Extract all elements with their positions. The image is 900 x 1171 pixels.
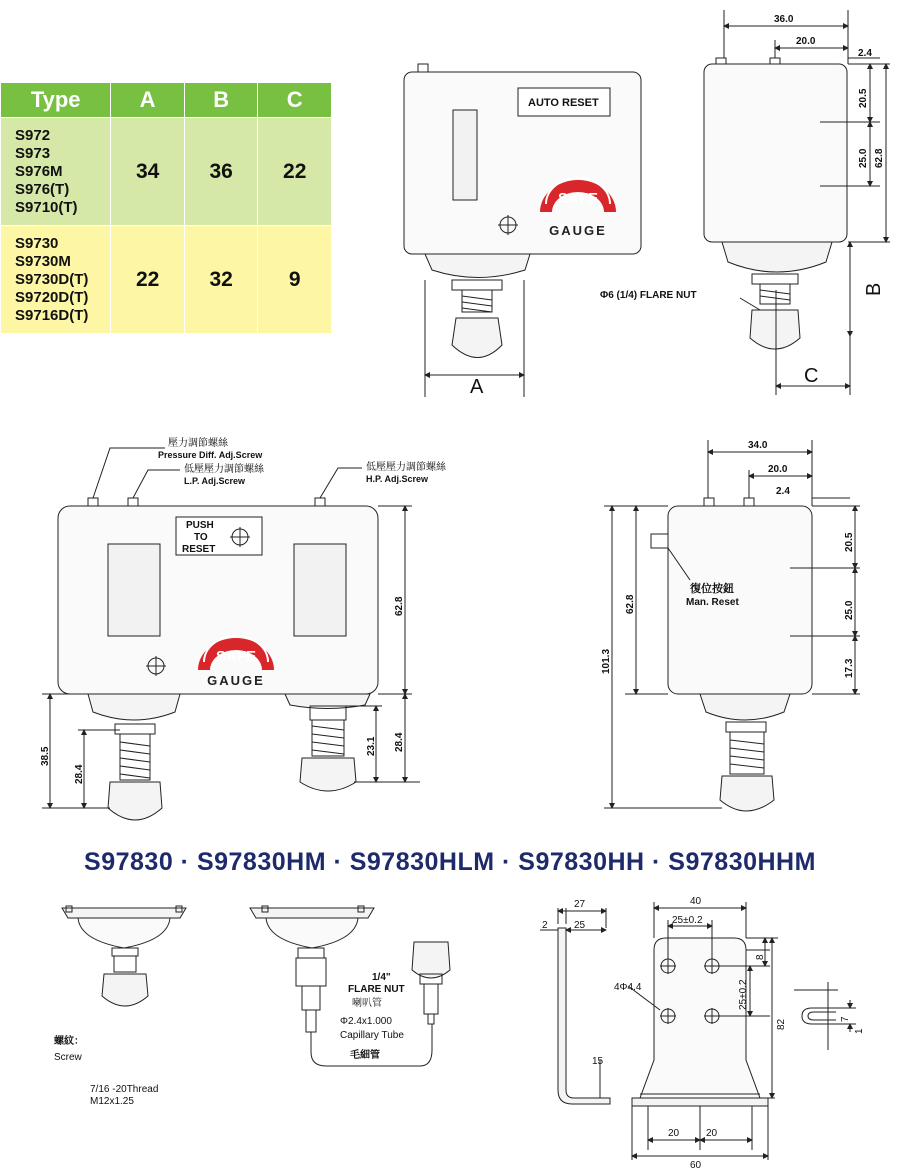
model-name: S973 — [15, 144, 51, 162]
side-dim-2-4: 2.4 — [776, 486, 790, 497]
model-name: S9730D(T) — [15, 270, 89, 288]
bracket-dim-25: 25 — [574, 920, 586, 931]
bracket-holes-label: 4Φ4.4 — [614, 982, 642, 993]
bracket-dim-25-02-v: 25±0.2 — [738, 979, 749, 1010]
clip-dim-7: 7 — [840, 1016, 851, 1022]
dim-62-8-front: 62.8 — [394, 596, 405, 616]
bracket-dim-15: 15 — [592, 1056, 604, 1067]
thread-spec-2: M12x1.25 — [90, 1096, 134, 1107]
pd-screw-cn: 壓力調節螺絲 — [168, 438, 228, 449]
capillary-en: Capillary Tube — [340, 1030, 404, 1041]
flare-nut-label: Φ6 (1/4) FLARE NUT — [600, 290, 697, 301]
side-dim-62-8: 62.8 — [625, 594, 636, 614]
flare-size: 1/4" — [372, 972, 391, 983]
model-name: S972 — [15, 126, 51, 144]
screw-label-cn: 螺紋： — [54, 1036, 84, 1047]
flare-nut-text: FLARE NUT — [348, 984, 405, 995]
bracket-dim-40: 40 — [690, 896, 702, 907]
lp-screw-cn: 低壓壓力調節螺絲 — [184, 464, 264, 475]
dim-23-1: 23.1 — [366, 736, 377, 756]
header-c: C — [258, 83, 332, 118]
header-b: B — [184, 83, 258, 118]
bracket-dim-27: 27 — [574, 899, 586, 910]
model-name: S9730 — [15, 234, 59, 252]
capillary-size: Φ2.4x1.000 — [340, 1016, 392, 1027]
man-reset-cn: 復位按鈕 — [690, 583, 734, 595]
hp-screw-en: H.P. Adj.Screw — [366, 474, 429, 484]
model-name: S9716D(T) — [15, 306, 89, 324]
dim-20-5: 20.5 — [858, 88, 869, 108]
bracket-dim-60: 60 — [690, 1160, 702, 1171]
bracket-side-view — [540, 908, 610, 1104]
dim-28-4-left: 28.4 — [74, 764, 85, 784]
pd-screw-en: Pressure Diff. Adj.Screw — [158, 450, 263, 460]
value-a: 22 — [111, 226, 185, 334]
push-reset-line2: TO — [194, 532, 208, 543]
single-unit-side — [704, 10, 890, 395]
side-dim-17-3: 17.3 — [844, 658, 855, 678]
model-name: S9710(T) — [15, 198, 78, 216]
value-a: 34 — [111, 118, 185, 226]
side-dim-20: 20.0 — [768, 464, 788, 475]
dim-62-8: 62.8 — [874, 148, 885, 168]
header-type: Type — [1, 83, 111, 118]
dim-2-4: 2.4 — [858, 48, 872, 59]
bracket-dim-20b: 20 — [706, 1128, 718, 1139]
bracket-dim-8: 8 — [755, 954, 766, 960]
model-name: S9720D(T) — [15, 288, 89, 306]
logo-text-bottom: GAUGE — [207, 673, 265, 688]
dim-28-4-right: 28.4 — [394, 732, 405, 752]
push-reset-line1: PUSH — [186, 520, 214, 531]
model-series-heading: S97830 · S97830HM · S97830HLM · S97830HH · S97830HHM — [84, 848, 816, 876]
flare-cn: 喇叭管 — [352, 998, 382, 1009]
dim-label-b: B — [863, 282, 885, 296]
logo-text-bottom: GAUGE — [549, 223, 607, 238]
man-reset-en: Man. Reset — [686, 597, 739, 608]
screw-label-en: Screw — [54, 1052, 82, 1063]
auto-reset-label: AUTO RESET — [528, 97, 599, 109]
side-dim-25: 25.0 — [844, 600, 855, 620]
lp-screw-en: L.P. Adj.Screw — [184, 476, 246, 486]
clip-dim-1: 1 — [854, 1028, 865, 1034]
value-b: 32 — [184, 226, 258, 334]
value-c: 9 — [258, 226, 332, 334]
model-name: S976(T) — [15, 180, 70, 198]
thread-spec-1: 7/16 -20Thread — [90, 1084, 159, 1095]
dual-unit-front — [42, 448, 420, 820]
bracket-dim-82: 82 — [776, 1018, 787, 1030]
dim-25: 25.0 — [858, 148, 869, 168]
dim-label-c: C — [804, 365, 819, 387]
hp-screw-cn: 低壓壓力調節螺絲 — [366, 462, 446, 473]
push-reset-line3: RESET — [182, 544, 216, 555]
side-dim-34: 34.0 — [748, 440, 768, 451]
model-name: S9730M — [15, 252, 71, 270]
model-name: S976M — [15, 162, 63, 180]
flange-fitting-left — [62, 906, 186, 1006]
value-c: 22 — [258, 118, 332, 226]
dual-unit-side — [604, 440, 860, 811]
capillary-cn: 毛細管 — [350, 1050, 380, 1061]
bracket-dim-2: 2 — [542, 920, 548, 931]
clip-detail — [794, 982, 856, 1050]
dim-label-a: A — [470, 376, 484, 398]
dim-20: 20.0 — [796, 36, 816, 47]
bracket-dim-25-02: 25±0.2 — [672, 915, 703, 926]
bracket-dim-20a: 20 — [668, 1128, 680, 1139]
dim-38-5: 38.5 — [40, 746, 51, 766]
side-dim-101-3: 101.3 — [601, 648, 612, 674]
logo-text-top: SAFE — [215, 648, 257, 665]
value-b: 36 — [184, 118, 258, 226]
header-a: A — [111, 83, 185, 118]
side-dim-20-5: 20.5 — [844, 532, 855, 552]
dim-36: 36.0 — [774, 14, 794, 25]
bracket-front-view — [628, 902, 778, 1160]
logo-text-top: SAFE — [557, 190, 599, 207]
